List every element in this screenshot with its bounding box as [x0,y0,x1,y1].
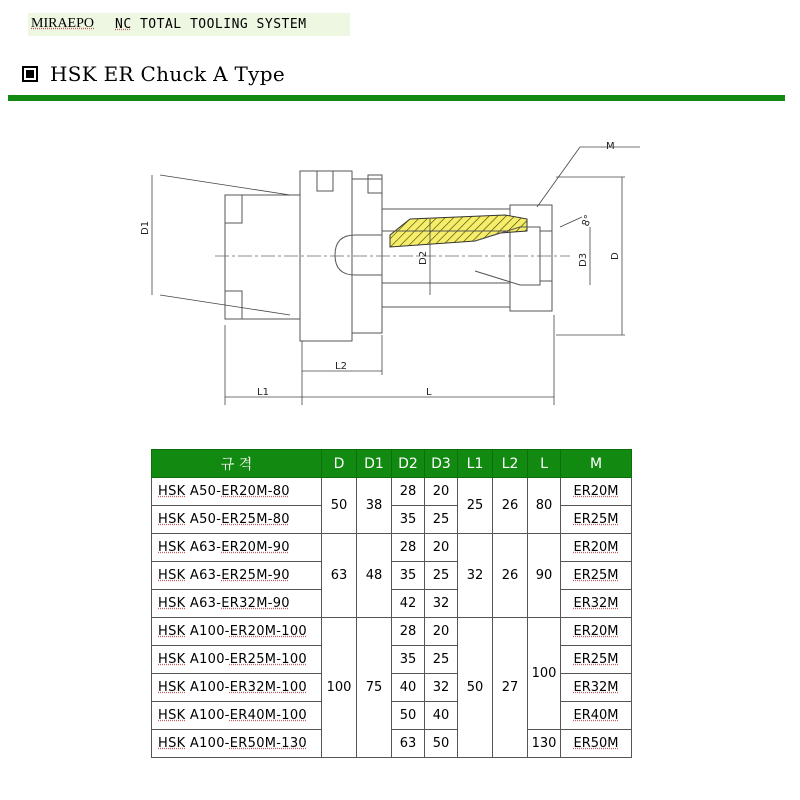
cell-d3: 25 [425,562,458,590]
cell-d2: 63 [392,730,425,758]
cell-d2: 28 [392,618,425,646]
cell-d2: 50 [392,702,425,730]
cell-m: ER20M [561,478,632,506]
cell-m: ER20M [561,534,632,562]
spec-name: HSK A100-ER40M-100 [152,702,322,730]
table-row [152,478,632,506]
cell-d3: 25 [425,646,458,674]
cell-d3: 32 [425,590,458,618]
cell-d1: 75 [357,618,392,758]
cell-l2: 26 [493,478,528,534]
cell-l1: 50 [458,618,493,758]
brand-subtitle: NC TOTAL TOOLING SYSTEM [115,17,307,32]
dim-label-l2: L2 [335,361,347,372]
dim-label-l1: L1 [257,387,269,398]
cell-l: 90 [528,534,561,618]
spec-name: HSK A100-ER32M-100 [152,674,322,702]
spec-name: HSK A100-ER50M-130 [152,730,322,758]
cell-l2: 27 [493,618,528,758]
cell-m: ER25M [561,506,632,534]
cell-d3: 25 [425,506,458,534]
cell-d3: 20 [425,618,458,646]
cell-d2: 35 [392,646,425,674]
dim-label-m: M [606,141,615,152]
title-divider [8,95,785,101]
cell-d2: 40 [392,674,425,702]
table-row [152,618,632,646]
spec-name: HSK A50-ER25M-80 [152,506,322,534]
square-bullet-icon [22,66,38,82]
cell-m: ER25M [561,646,632,674]
cell-d2: 28 [392,478,425,506]
table-row [152,730,632,758]
cell-m: ER40M [561,702,632,730]
spec-name: HSK A50-ER20M-80 [152,478,322,506]
col-header-l: L [528,450,561,478]
dim-label-d: D [610,252,621,260]
cell-d1: 38 [357,478,392,534]
dim-label-d2: D2 [418,250,429,265]
cell-l1: 32 [458,534,493,618]
cell-d: 100 [322,618,357,758]
cell-d2: 28 [392,534,425,562]
col-header-spec: 규 격 [152,450,322,478]
cell-m: ER20M [561,618,632,646]
cell-d3: 20 [425,478,458,506]
cell-l2: 26 [493,534,528,618]
cell-d3: 20 [425,534,458,562]
cell-d: 63 [322,534,357,618]
table-header-row [152,450,632,478]
section-title-row [22,60,285,88]
spec-table [151,449,632,758]
cell-d: 50 [322,478,357,534]
cell-m: ER32M [561,674,632,702]
dim-label-d3: D3 [578,252,589,267]
col-header-m: M [561,450,632,478]
spec-name: HSK A100-ER20M-100 [152,618,322,646]
spec-name: HSK A63-ER20M-90 [152,534,322,562]
col-header-l1: L1 [458,450,493,478]
col-header-d: D [322,450,357,478]
page-title: HSK ER Chuck A Type [50,62,285,86]
brand-name: MIRAEPO [31,16,95,31]
col-header-d2: D2 [392,450,425,478]
cell-l1: 25 [458,478,493,534]
spec-name: HSK A100-ER25M-100 [152,646,322,674]
cell-l: 100 [528,618,561,730]
cell-l: 130 [528,730,561,758]
cell-l: 80 [528,478,561,534]
cell-m: ER32M [561,590,632,618]
cell-d3: 32 [425,674,458,702]
cell-d2: 42 [392,590,425,618]
dim-label-d1: D1 [140,220,151,235]
cell-m: ER50M [561,730,632,758]
col-header-l2: L2 [493,450,528,478]
dim-label-l: L [426,387,432,398]
cell-d1: 48 [357,534,392,618]
cell-d3: 50 [425,730,458,758]
col-header-d1: D1 [357,450,392,478]
cell-d3: 40 [425,702,458,730]
spec-name: HSK A63-ER32M-90 [152,590,322,618]
table-row [152,534,632,562]
cell-d2: 35 [392,562,425,590]
spec-name: HSK A63-ER25M-90 [152,562,322,590]
cell-d2: 35 [392,506,425,534]
technical-drawing [120,135,680,425]
dim-label-angle: 8° [580,213,595,229]
cell-m: ER25M [561,562,632,590]
col-header-d3: D3 [425,450,458,478]
